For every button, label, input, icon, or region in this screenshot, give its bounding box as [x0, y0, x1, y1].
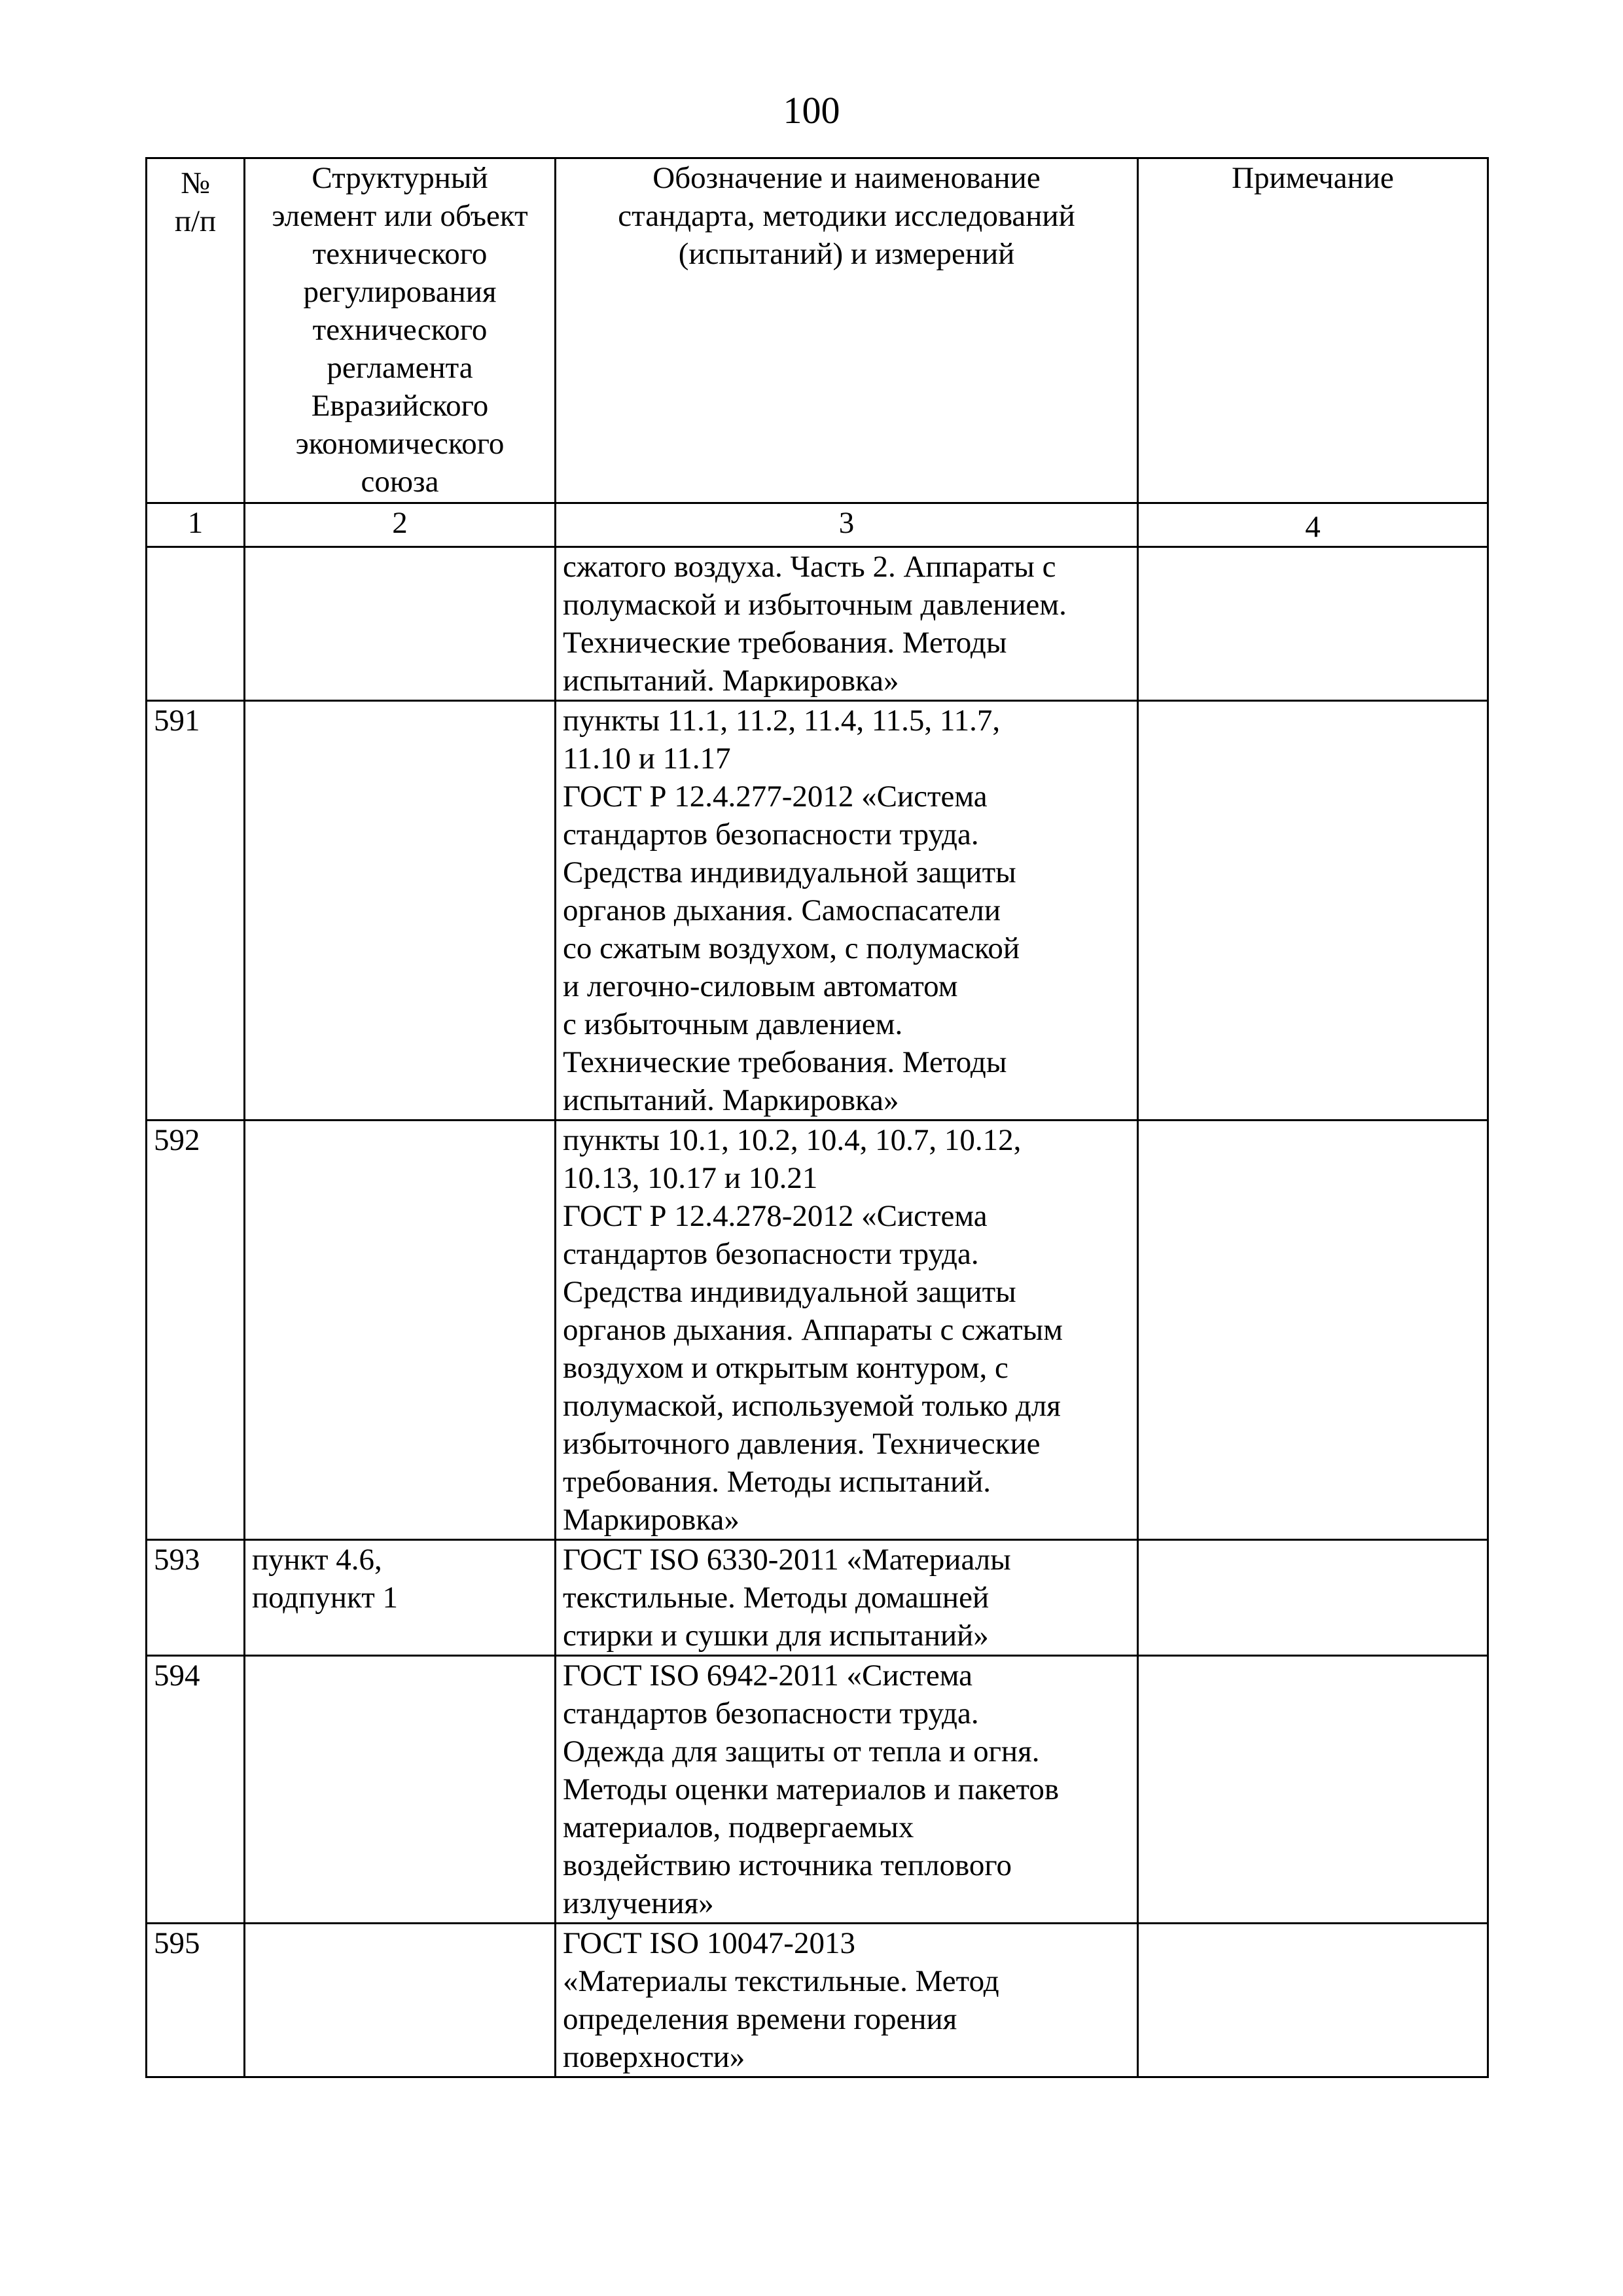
- row-object: [245, 1540, 556, 1656]
- row-standard: [556, 1924, 1138, 2077]
- column-number: 3: [556, 503, 1138, 547]
- standard-line: излучения»: [563, 1886, 714, 1920]
- standard-line: «Материалы текстильные. Метод: [563, 1964, 999, 1998]
- standard-line: ГОСТ Р 12.4.278-2012 «Система: [563, 1199, 988, 1233]
- table-row: [147, 1656, 1488, 1924]
- standard-line: и легочно-силовым автоматом: [563, 969, 958, 1003]
- object-line: подпункт 1: [252, 1581, 399, 1615]
- standard-line: Технические требования. Методы: [563, 626, 1007, 660]
- row-standard: [556, 701, 1138, 1121]
- row-note: [1138, 1121, 1488, 1540]
- table-header-row: [147, 158, 1488, 503]
- standard-line: сжатого воздуха. Часть 2. Аппараты с: [563, 550, 1056, 584]
- header-standard: [556, 158, 1138, 503]
- row-note: [1138, 701, 1488, 1121]
- row-note: [1138, 547, 1488, 701]
- row-standard: [556, 1656, 1138, 1924]
- standard-line: Маркировка»: [563, 1503, 740, 1537]
- standard-line: стандартов безопасности труда.: [563, 1237, 979, 1271]
- column-number-row: [147, 503, 1488, 547]
- standard-line: со сжатым воздухом, с полумаской: [563, 931, 1020, 965]
- header-line: стандарта, методики исследований: [618, 199, 1075, 233]
- standard-line: поверхности»: [563, 2040, 745, 2074]
- standard-line: требования. Методы испытаний.: [563, 1465, 991, 1499]
- standard-line: с избыточным давлением.: [563, 1007, 903, 1041]
- header-line: регламента: [327, 351, 473, 385]
- column-number: 1: [147, 503, 245, 547]
- standard-line: Средства индивидуальной защиты: [563, 855, 1016, 889]
- standard-line: воздействию источника теплового: [563, 1848, 1012, 1882]
- standard-line: воздухом и открытым контуром, с: [563, 1351, 1008, 1385]
- header-line: №: [181, 166, 210, 200]
- header-line: технического: [312, 313, 488, 347]
- standard-line: стандартов безопасности труда.: [563, 1696, 979, 1731]
- header-line: экономического: [295, 427, 505, 461]
- row-object: [245, 1121, 556, 1540]
- table-row: [147, 1540, 1488, 1656]
- row-note: [1138, 1924, 1488, 2077]
- standard-line: Методы оценки материалов и пакетов: [563, 1772, 1060, 1806]
- standard-line: пункты 10.1, 10.2, 10.4, 10.7, 10.12,: [563, 1123, 1022, 1157]
- table-row: [147, 1924, 1488, 2077]
- row-standard: [556, 1540, 1138, 1656]
- row-number: 594: [147, 1656, 245, 1924]
- column-number: 2: [245, 503, 556, 547]
- header-line: Структурный: [312, 161, 488, 195]
- table-row: [147, 1121, 1488, 1540]
- standard-line: Одежда для защиты от тепла и огня.: [563, 1734, 1040, 1768]
- standard-line: избыточного давления. Технические: [563, 1427, 1041, 1461]
- header-line: Евразийского: [311, 389, 489, 423]
- standard-line: стандартов безопасности труда.: [563, 817, 979, 852]
- header-line: (испытаний) и измерений: [678, 237, 1015, 271]
- standard-line: ГОСТ Р 12.4.277-2012 «Система: [563, 780, 988, 814]
- standard-line: стирки и сушки для испытаний»: [563, 1619, 989, 1653]
- standard-line: пункты 11.1, 11.2, 11.4, 11.5, 11.7,: [563, 704, 1001, 738]
- header-line: Примечание: [1232, 161, 1394, 195]
- standard-line: ГОСТ ISO 6330-2011 «Материалы: [563, 1543, 1011, 1577]
- object-line: пункт 4.6,: [252, 1543, 382, 1577]
- standard-line: Средства индивидуальной защиты: [563, 1275, 1016, 1309]
- standard-line: 11.10 и 11.17: [563, 742, 731, 776]
- header-line: элемент или объект: [272, 199, 528, 233]
- table-row: [147, 701, 1488, 1121]
- row-number: 591: [147, 701, 245, 1121]
- header-line: союза: [361, 465, 439, 499]
- standard-line: органов дыхания. Самоспасатели: [563, 893, 1001, 927]
- header-line: технического: [312, 237, 488, 271]
- standard-line: 10.13, 10.17 и 10.21: [563, 1161, 818, 1195]
- row-standard: [556, 547, 1138, 701]
- row-standard: [556, 1121, 1138, 1540]
- standards-table: [145, 157, 1489, 2078]
- header-number: [147, 158, 245, 503]
- row-number: [147, 547, 245, 701]
- row-number: 593: [147, 1540, 245, 1656]
- row-object: [245, 547, 556, 701]
- table-row: [147, 547, 1488, 701]
- header-note: [1138, 158, 1488, 503]
- row-number: 595: [147, 1924, 245, 2077]
- row-note: [1138, 1540, 1488, 1656]
- standard-line: испытаний. Маркировка»: [563, 1083, 899, 1117]
- page-number: 100: [783, 89, 840, 132]
- row-object: [245, 1656, 556, 1924]
- column-number: 4: [1138, 503, 1488, 547]
- row-number: 592: [147, 1121, 245, 1540]
- header-line: регулирования: [303, 275, 497, 309]
- header-line: Обозначение и наименование: [652, 161, 1041, 195]
- standard-line: ГОСТ ISO 10047-2013: [563, 1926, 855, 1960]
- standard-line: определения времени горения: [563, 2002, 957, 2036]
- row-object: [245, 701, 556, 1121]
- standard-line: ГОСТ ISO 6942-2011 «Система: [563, 1659, 973, 1693]
- standard-line: материалов, подвергаемых: [563, 1810, 914, 1844]
- row-object: [245, 1924, 556, 2077]
- standard-line: полумаской, используемой только для: [563, 1389, 1061, 1423]
- standard-line: полумаской и избыточным давлением.: [563, 588, 1067, 622]
- standard-line: текстильные. Методы домашней: [563, 1581, 990, 1615]
- header-line: п/п: [174, 204, 217, 238]
- standard-line: органов дыхания. Аппараты с сжатым: [563, 1313, 1063, 1347]
- standard-line: испытаний. Маркировка»: [563, 664, 899, 698]
- row-note: [1138, 1656, 1488, 1924]
- standard-line: Технические требования. Методы: [563, 1045, 1007, 1079]
- header-structural-element: [245, 158, 556, 503]
